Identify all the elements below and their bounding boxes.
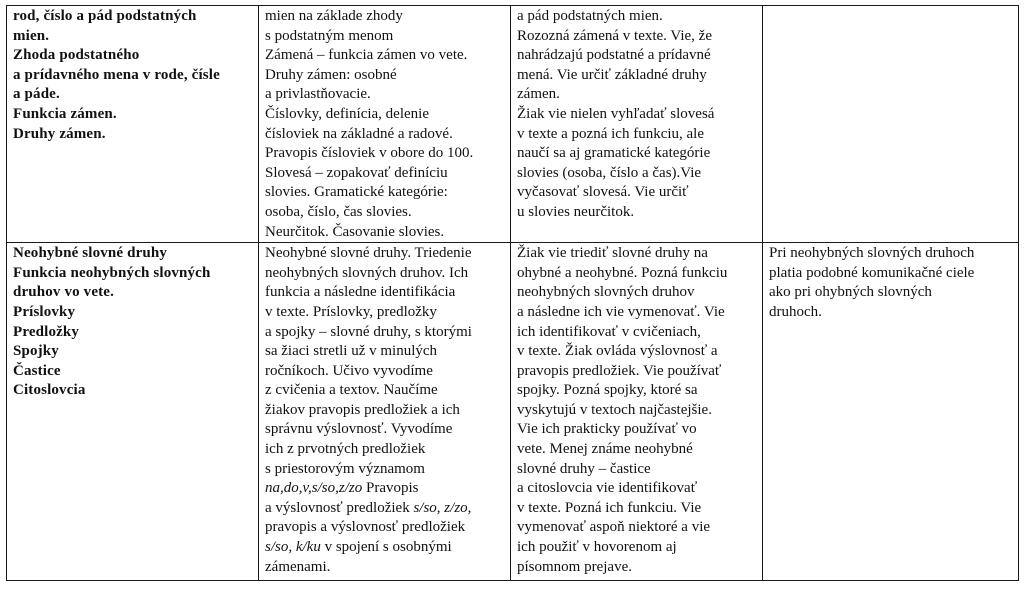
text-line: a páde.	[13, 86, 60, 103]
table-row	[7, 6, 1019, 243]
text-line: Slovesá – zopakovať definíciu	[265, 164, 448, 181]
text-line: u slovies neurčitok.	[517, 203, 635, 220]
text-line: rod, číslo a pád podstatných	[13, 8, 197, 24]
text-line: a prídavného mena v rode, čísle	[13, 66, 220, 83]
text-line: pravopis a výslovnosť predložiek	[265, 519, 466, 536]
text-line: ročníkoch. Učivo vyvodíme	[265, 362, 433, 379]
text-line: a pád podstatných mien.	[517, 8, 663, 24]
text-line: žiakov pravopis predložiek a ich	[265, 401, 460, 418]
text-line: mien na základe zhody	[265, 8, 403, 24]
text-line: Neohybné slovné druhy. Triedenie	[265, 245, 472, 262]
text-line: Žiak vie triediť slovné druhy na	[517, 245, 708, 262]
text-line: a privlastňovacie.	[265, 86, 371, 103]
text-line: spojky. Pozná spojky, ktoré sa	[517, 382, 698, 399]
text-line: z cvičenia a textov. Naučíme	[265, 382, 438, 399]
text-line: slovné druhy – častice	[517, 460, 651, 477]
text-line: v texte. Žiak ovláda výslovnosť a	[517, 343, 718, 360]
text-line: ako pri ohybných slovných	[769, 284, 932, 301]
text-line: Citoslovcia	[13, 382, 86, 399]
text-line: vyskytujú v textoch najčastejšie.	[517, 401, 712, 418]
text-line: vete. Menej známe neohybné	[517, 441, 693, 458]
text-line: v texte a pozná ich funkciu, ale	[517, 125, 705, 142]
text-line: slovies (osoba, číslo a čas).Vie	[517, 164, 702, 181]
text-line: Vie ich prakticky používať vo	[517, 421, 697, 438]
topic-cell	[7, 243, 259, 581]
text-line: zámen.	[517, 86, 560, 103]
text-line: Príslovky	[13, 303, 76, 320]
outcomes-cell	[511, 243, 763, 581]
text-line: Zámená – funkcia zámen vo vete.	[265, 47, 468, 64]
text-line: písomnom prejave.	[517, 558, 632, 575]
text-line: ohybné a neohybné. Pozná funkciu	[517, 264, 728, 281]
text-line: slovies. Gramatické kategórie:	[265, 184, 448, 201]
text-line: Zhoda podstatného	[13, 47, 140, 64]
text-line: ich použiť v hovorenom aj	[517, 539, 677, 556]
text-line: a citoslovcia vie identifikovať	[517, 480, 698, 497]
text-line	[265, 538, 505, 558]
text-fragment: a výslovnosť predložiek	[265, 499, 414, 516]
text-line: naučí sa aj gramatické kategórie	[517, 145, 711, 162]
text-line: Predložky	[13, 323, 80, 340]
text-line: platia podobné komunikačné ciele	[769, 264, 975, 281]
text-line: čísloviek na základné a radové.	[265, 125, 453, 142]
outcomes-cell	[511, 6, 763, 243]
notes-cell	[763, 6, 1019, 243]
text-line: Pravopis čísloviek v obore do 100.	[265, 145, 474, 162]
notes-cell	[763, 243, 1019, 581]
text-line: v texte. Pozná ich funkciu. Vie	[517, 499, 702, 516]
text-line: s priestorovým významom	[265, 460, 425, 477]
text-line: Rozozná zámená v texte. Vie, že	[517, 27, 712, 44]
table-row	[7, 243, 1019, 581]
text-line: neohybných slovných druhov. Ich	[265, 264, 469, 281]
text-line: zámenami.	[265, 558, 331, 575]
text-line: mien.	[13, 27, 50, 44]
text-line: Neohybné slovné druhy	[13, 245, 168, 262]
text-line: druhov vo vete.	[13, 284, 114, 301]
text-fragment: v spojení s osobnými	[320, 539, 452, 556]
text-line: pravopis predložiek. Vie používať	[517, 362, 722, 379]
text-line: Číslovky, definícia, delenie	[265, 105, 429, 122]
italic-text: s/so, z/zo,	[413, 499, 472, 516]
text-line	[265, 479, 505, 499]
text-line: Druhy zámen.	[13, 125, 106, 142]
text-line: Funkcia neohybných slovných	[13, 264, 211, 281]
text-line	[265, 499, 505, 519]
text-line: vymenovať aspoň niektoré a vie	[517, 519, 711, 536]
topic-cell	[7, 6, 259, 243]
text-line: a spojky – slovné druhy, s ktorými	[265, 323, 472, 340]
text-line: funkcia a následne identifikácia	[265, 284, 456, 301]
text-line: mená. Vie určiť základné druhy	[517, 66, 707, 83]
text-line: Neurčitok. Časovanie slovies.	[265, 223, 445, 240]
text-line: ich identifikovať v cvičeniach,	[517, 323, 701, 340]
text-line: ich z prvotných predložiek	[265, 441, 426, 458]
text-line: vyčasovať slovesá. Vie určiť	[517, 184, 689, 201]
text-line: nahrádzajú podstatné a prídavné	[517, 47, 711, 64]
text-line: správnu výslovnosť. Vyvodíme	[265, 421, 453, 438]
text-line: neohybných slovných druhov	[517, 284, 695, 301]
curriculum-table	[6, 5, 1019, 581]
text-line: sa žiaci stretli už v minulých	[265, 343, 438, 360]
text-line: v texte. Príslovky, predložky	[265, 303, 437, 320]
italic-text: s/so, k/ku	[265, 539, 321, 556]
text-line: Častice	[13, 362, 61, 379]
text-line: Žiak vie nielen vyhľadať slovesá	[517, 105, 715, 122]
content-cell	[259, 6, 511, 243]
italic-text: na,do,v,s/so,z/zo	[265, 480, 363, 497]
text-line: a následne ich vie vymenovať. Vie	[517, 303, 725, 320]
text-line: Funkcia zámen.	[13, 105, 117, 122]
text-fragment: Pravopis	[362, 480, 419, 497]
content-cell	[259, 243, 511, 581]
text-line: Pri neohybných slovných druhoch	[769, 245, 975, 262]
text-line: osoba, číslo, čas slovies.	[265, 203, 412, 220]
text-line: Druhy zámen: osobné	[265, 66, 397, 83]
text-line: druhoch.	[769, 303, 822, 320]
text-line: s podstatným menom	[265, 27, 394, 44]
text-line: Spojky	[13, 343, 59, 360]
